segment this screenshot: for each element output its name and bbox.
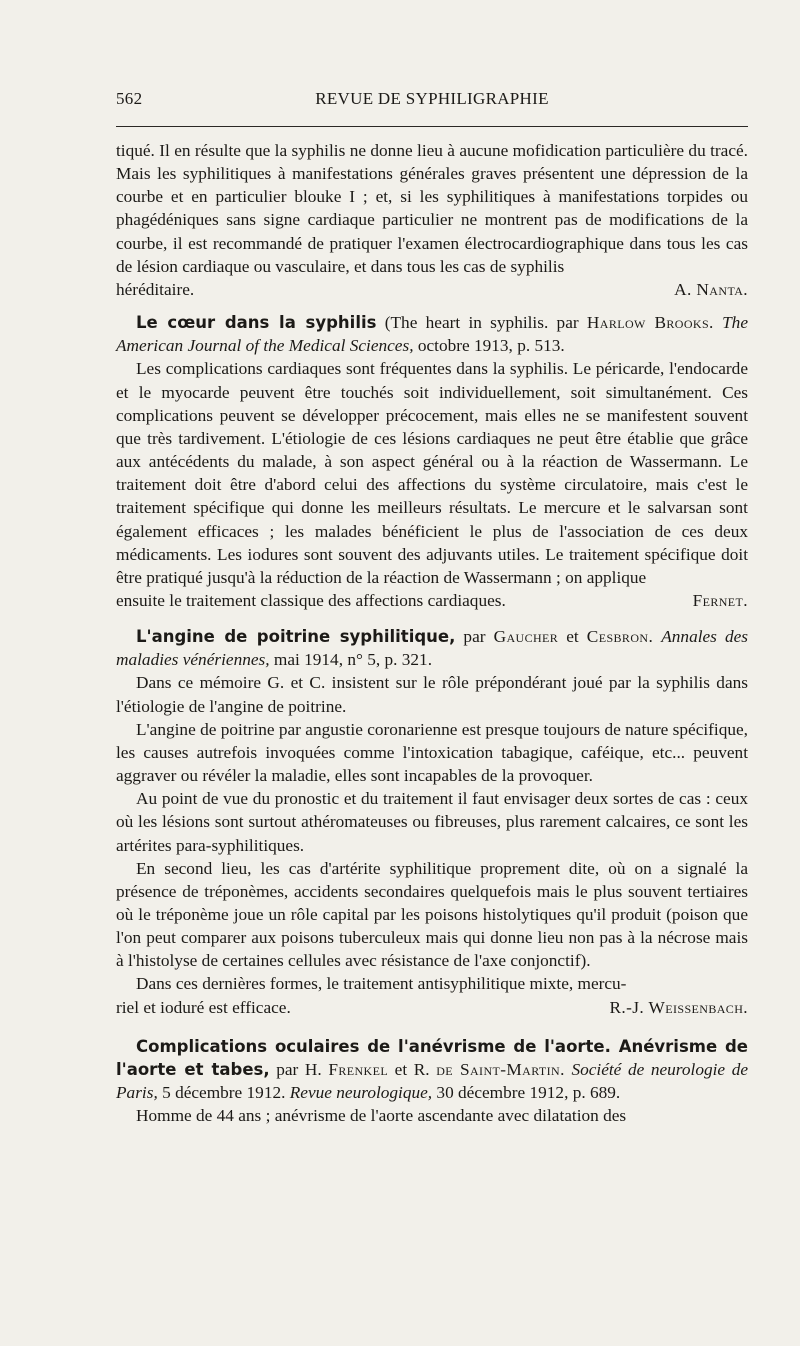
page-number: 562 (116, 89, 143, 108)
abstract-paragraph: Dans ce mémoire G. et C. insistent sur le rôle prépondérant joué par la syphilis dans l'étiologie de l'angine de poitrine. (116, 673, 748, 716)
article-title: Complications oculaires de l'anévrisme de l'aorte. Anévrisme de l'aorte et tabes, (116, 1036, 748, 1079)
last-line: héréditaire. (116, 279, 195, 299)
running-title: REVUE DE SYPHILIGRAPHIE (315, 89, 549, 108)
author-signature: Fernet. (692, 590, 748, 610)
running-header (116, 89, 748, 113)
author-signature: R.-J. Weissenbach. (609, 997, 748, 1017)
journal-name: Annales des maladies vénériennes, (116, 627, 748, 670)
author-signature: A. Nanta. (674, 279, 748, 299)
header-rule (116, 126, 748, 127)
reference-text: mai 1914, n° 5, p. 321. (269, 650, 433, 670)
abstract-paragraph: Homme de 44 ans ; anévrisme de l'aorte ascendante avec dilatation des (136, 1106, 627, 1126)
abstract-paragraph: Les complications cardiaques sont fréquentes dans la syphilis. Le péricarde, l'endocarde et le myocarde peuvent être touchés soit individuellement, soit simultanément. Ces complications peuvent se développer précocement, mais elles ne se manifestent souvent que très tardivement. L'étiologie de ces lésions cardiaques ne peut être établie que grâce aux antécédents du malade, à son aspect général ou à la réaction de Wassermann. Le traitement doit être d'abord celui des affections du système circulatoire, mais c'est le traitement spécifique qui donne les meilleurs résultats. Le mercure et le salvarsan sont également efficaces ; les malades bénéficient le plus de l'association de ces deux médicaments. Les iodures sont souvent des adjuvants utiles. Le traitement spécifique doit être pratiqué jusqu'à la réduction de la réaction de Wassermann ; on applique (116, 359, 748, 587)
article-heading (116, 311, 748, 357)
abstract-paragraph: Dans ces dernières formes, le traitement antisyphilitique mixte, mercu- (136, 974, 627, 994)
signature-line (116, 996, 748, 1019)
reference-text: 5 décembre 1912. (157, 1083, 290, 1103)
signature-line (116, 589, 748, 612)
reference-text: 30 décembre 1912, p. 689. (432, 1083, 621, 1103)
article-heading (116, 625, 748, 671)
author-name: Gaucher (493, 627, 559, 647)
article-title: L'angine de poitrine syphilitique, (136, 627, 456, 647)
journal-name: Société de neurologie de Paris, (116, 1059, 749, 1103)
reference-text: par (455, 627, 494, 647)
reference-text: (The heart in syphilis. par (376, 313, 587, 333)
article-title: Le cœur dans la syphilis (136, 313, 377, 333)
abstract-paragraph: En second lieu, les cas d'artérite syphilitique proprement dite, où on a signalé la présence de tréponèmes, accidents secondaires quelquefois mais le plus souvent tertiaires où le tréponème joue un rôle capital par les poisons histolytiques qu'il produit (poison que l'on peut comparer aux poisons tuberculeux mais qui donne lieu non pas à la nécrose mais à l'histolyse de certaines cellules avec résistance de l'axe conjonctif). (116, 858, 748, 971)
author-name: Frenkel (328, 1059, 389, 1079)
reference-text: par H. (269, 1059, 329, 1079)
journal-name: The American Journal of the Medical Sciences, (116, 313, 748, 356)
abstract-paragraph: L'angine de poitrine par angustie coronarienne est presque toujours de nature spécifique, les causes autrefois invoquées comme l'intoxication tabagique, caféique, etc... peuvent aggraver ou révéler la maladie, elles sont incapables de la provoquer. (116, 719, 748, 786)
continuation-paragraph: tiqué. Il en résulte que la syphilis ne donne lieu à aucune mofidication particulière du tracé. Mais les syphilitiques à manifestations générales graves présentent une dépression de la courbe et en particulier blouke I ; et, si les syphilitiques à manifestations torpides ou phagédéniques sans signe cardiaque particulier ne montrent pas de modifications de la courbe, il est recommandé de pratiquer l'examen électrocardiographique dans tous les cas de lésion cardiaque ou vasculaire, et dans tous les cas de syphilis (116, 141, 748, 276)
journal-name: Revue neurologique, (289, 1083, 433, 1103)
signature-line (116, 278, 748, 301)
author-name: Harlow Brooks. (586, 313, 714, 333)
article-body (116, 139, 748, 1127)
author-name: Cesbron. (586, 627, 654, 647)
reference-text: et R. (388, 1059, 437, 1079)
last-line: ensuite le traitement classique des affections cardiaques. (116, 590, 506, 610)
article-heading (116, 1035, 748, 1104)
author-name: de Saint-Martin. (436, 1059, 565, 1079)
reference-text: et (558, 627, 587, 647)
last-line: riel et ioduré est efficace. (116, 997, 291, 1017)
abstract-paragraph: Au point de vue du pronostic et du traitement il faut envisager deux sortes de cas : ceux où les lésions sont surtout athéromateuses ou fibreuses, plus rarement calcaires, ce sont les artérites para-syphilitiques. (116, 789, 748, 855)
reference-text: octobre 1913, p. 513. (413, 336, 565, 356)
